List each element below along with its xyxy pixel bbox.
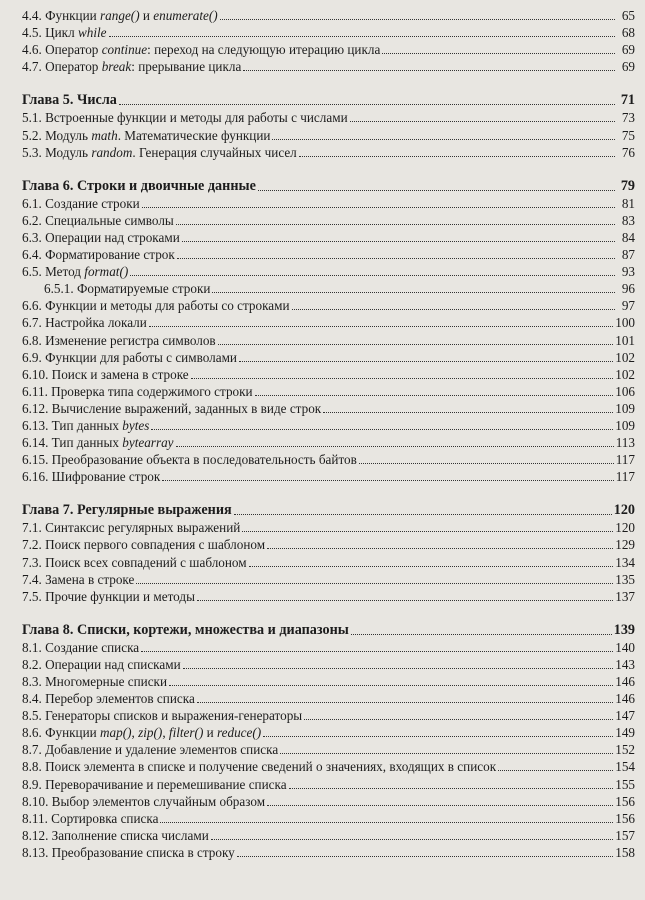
- title-text: 5.2. Модуль: [22, 127, 92, 143]
- title-text: 8.12. Заполнение списка числами: [22, 827, 209, 843]
- toc-entry: [22, 365, 635, 382]
- toc-page-number: 113: [615, 435, 635, 451]
- toc-entry: [22, 313, 635, 330]
- toc-entry-title: [22, 435, 176, 450]
- toc-entry: [22, 6, 635, 23]
- toc-page-number: 140: [615, 639, 635, 655]
- toc-page-number: 87: [621, 247, 635, 263]
- code-term: random: [91, 144, 133, 160]
- toc-entry-title: [22, 811, 160, 826]
- toc-entry-title: [22, 555, 249, 570]
- toc-entry-title: [22, 384, 255, 399]
- toc-entry-title: [22, 418, 151, 433]
- section-gap: [22, 74, 635, 86]
- dot-leader: [162, 480, 613, 481]
- dot-leader: [220, 19, 615, 20]
- dot-leader: [351, 634, 612, 635]
- title-text: . Генерация случайных чисел: [132, 144, 297, 160]
- toc-entry-title: [22, 179, 258, 194]
- dot-leader: [299, 156, 615, 157]
- toc-entry: [22, 143, 635, 160]
- toc-entry: [22, 40, 635, 57]
- toc-chapter-heading: [22, 496, 635, 518]
- toc-page-number: 73: [621, 110, 635, 126]
- toc-page-number: 129: [615, 537, 635, 553]
- toc-entry-title: [22, 845, 237, 860]
- code-term: zip(): [138, 725, 163, 741]
- toc-page-number: 93: [621, 264, 635, 280]
- title-text: 6.5. Метод: [22, 264, 85, 280]
- toc-page-number: 157: [615, 827, 635, 843]
- toc-entry-title: [22, 537, 267, 552]
- toc-page-number: 147: [615, 708, 635, 724]
- toc-entry: [22, 467, 635, 484]
- dot-leader: [136, 583, 613, 584]
- dot-leader: [141, 651, 613, 652]
- toc-entry: [22, 774, 635, 791]
- toc-entry-title: [22, 708, 304, 723]
- toc-entry-title: [22, 520, 242, 535]
- title-text: : прерывание цикла: [131, 59, 242, 75]
- code-term: map(): [100, 725, 132, 741]
- toc-entry: [22, 348, 635, 365]
- toc-entry: [22, 23, 635, 40]
- title-text: 6.11. Проверка типа содержимого строки: [22, 383, 253, 399]
- toc-entry: [22, 809, 635, 826]
- toc-entry: [22, 125, 635, 142]
- title-text: 4.5. Цикл: [22, 25, 78, 41]
- dot-leader: [160, 822, 613, 823]
- toc-page-number: 120: [615, 520, 635, 536]
- toc-entry: [22, 450, 635, 467]
- title-text: 8.2. Операции над списками: [22, 656, 181, 672]
- dot-leader: [289, 788, 614, 789]
- toc-entry: [22, 706, 635, 723]
- toc-entry-title: [22, 367, 191, 382]
- code-term: format(): [84, 264, 129, 280]
- title-text: 6.15. Преобразование объекта в последовательность байтов: [22, 452, 357, 468]
- toc-entry: [22, 228, 635, 245]
- toc-entry: [22, 57, 635, 74]
- code-term: bytes: [122, 417, 150, 433]
- toc-entry-title: [22, 503, 234, 518]
- dot-leader: [149, 326, 613, 327]
- toc-page-number: 97: [621, 298, 635, 314]
- dot-leader: [109, 36, 615, 37]
- toc-entry-title: [22, 589, 197, 604]
- dot-leader: [267, 548, 613, 549]
- title-text: 6.16. Шифрование строк: [22, 469, 161, 485]
- toc-entry-title: [22, 196, 142, 211]
- toc-page-number: 117: [615, 469, 635, 485]
- toc-page-number: 152: [615, 742, 635, 758]
- toc-page-number: 106: [615, 383, 635, 399]
- toc-page-number: 102: [615, 349, 635, 365]
- toc-entry-title: [22, 315, 149, 330]
- toc-entry: [22, 570, 635, 587]
- title-text: 8.5. Генераторы списков и выражения-генераторы: [22, 708, 303, 724]
- toc-page-number: 109: [615, 417, 635, 433]
- toc-page-number: 109: [615, 400, 635, 416]
- dot-leader: [212, 292, 615, 293]
- toc-entry: [22, 296, 635, 313]
- toc-entry: [22, 279, 635, 296]
- title-text: и: [139, 8, 154, 24]
- dot-leader: [350, 121, 615, 122]
- title-text: 7.1. Синтаксис регулярных выражений: [22, 520, 241, 536]
- toc-entry: [22, 518, 635, 535]
- dot-leader: [119, 104, 615, 105]
- toc-page-number: 101: [615, 332, 635, 348]
- toc-entry: [22, 194, 635, 211]
- dot-leader: [280, 753, 613, 754]
- toc-entry-title: [22, 128, 272, 143]
- toc-page-number: 69: [621, 42, 635, 58]
- title-text: : переход на следующую итерацию цикла: [147, 42, 381, 58]
- section-gap: [22, 604, 635, 616]
- toc-entry-title: [22, 691, 197, 706]
- toc-entry-title: [22, 401, 323, 416]
- toc-chapter-heading: [22, 616, 635, 638]
- dot-leader: [218, 344, 614, 345]
- toc-entry: [22, 108, 635, 125]
- toc-entry: [22, 740, 635, 757]
- title-text: 8.7. Добавление и удаление элементов списка: [22, 742, 279, 758]
- section-gap: [22, 160, 635, 172]
- toc-entry-title: [22, 674, 169, 689]
- toc-page-number: 156: [615, 810, 635, 826]
- toc-entry-title: [22, 264, 130, 279]
- title-text: 7.2. Поиск первого совпадения с шаблоном: [22, 537, 266, 553]
- title-text: 8.6. Функции: [22, 725, 101, 741]
- toc-page-number: 75: [621, 127, 635, 143]
- toc-page-number: 96: [621, 281, 635, 297]
- toc-entry: [22, 587, 635, 604]
- dot-leader: [304, 719, 613, 720]
- title-text: 8.13. Преобразование списка в строку: [22, 844, 235, 860]
- toc-entry-title: [22, 25, 109, 40]
- title-text: 6.2. Специальные символы: [22, 212, 174, 228]
- dot-leader: [242, 531, 613, 532]
- toc-entry: [22, 723, 635, 740]
- toc-entry: [22, 826, 635, 843]
- toc-page-number: 149: [615, 725, 635, 741]
- dot-leader: [176, 446, 614, 447]
- toc-page-number: 65: [621, 8, 635, 24]
- title-text: 7.5. Прочие функции и методы: [22, 588, 195, 604]
- title-text: 8.11. Сортировка списка: [22, 810, 159, 826]
- dot-leader: [292, 309, 615, 310]
- code-term: while: [77, 25, 107, 41]
- dot-leader: [182, 241, 615, 242]
- dot-leader: [211, 839, 613, 840]
- title-text: 8.8. Поиск элемента в списке и получение сведений о значениях, входящих в список: [22, 759, 497, 775]
- toc-entry-title: [22, 350, 239, 365]
- toc-page-number: 68: [621, 25, 635, 41]
- title-text: 8.4. Перебор элементов списка: [22, 691, 195, 707]
- dot-leader: [176, 224, 615, 225]
- dot-leader: [255, 395, 614, 396]
- dot-leader: [237, 856, 613, 857]
- toc-entry: [22, 655, 635, 672]
- toc-page-number: 156: [615, 793, 635, 809]
- title-text: 6.9. Функции для работы с символами: [22, 349, 237, 365]
- toc-page-number: 146: [615, 691, 635, 707]
- title-text: 6.5.1. Форматируемые строки: [44, 281, 211, 297]
- toc-page-number: 139: [613, 621, 635, 638]
- toc-entry: [22, 792, 635, 809]
- dot-leader: [151, 429, 613, 430]
- toc-entry-title: [22, 333, 218, 348]
- dot-leader: [498, 770, 613, 771]
- title-text: ,: [131, 725, 139, 741]
- code-term: break: [101, 59, 132, 75]
- toc-entry-title: [22, 247, 177, 262]
- dot-leader: [243, 70, 615, 71]
- toc-page-number: 83: [621, 212, 635, 228]
- toc-page-number: 135: [615, 571, 635, 587]
- dot-leader: [234, 514, 612, 515]
- title-text: и: [203, 725, 217, 741]
- title-text: . Математические функции: [117, 127, 271, 143]
- code-term: math: [91, 127, 118, 143]
- title-text: 5.1. Встроенные функции и методы для работы с числами: [22, 110, 348, 126]
- toc-entry-title: [22, 469, 162, 484]
- title-text: 6.7. Настройка локали: [22, 315, 147, 331]
- title-text: Глава 8. Списки, кортежи, множества и диапазоны: [22, 621, 349, 638]
- title-text: Глава 7. Регулярные выражения: [22, 502, 232, 519]
- toc-page-number: 81: [621, 195, 635, 211]
- title-text: 6.10. Поиск и замена в строке: [22, 366, 189, 382]
- toc-entry-title: [22, 93, 119, 108]
- title-text: 6.8. Изменение регистра символов: [22, 332, 216, 348]
- toc-entry: [22, 262, 635, 279]
- dot-leader: [197, 702, 613, 703]
- toc-entry-title: [22, 640, 141, 655]
- toc-entry-title: [22, 42, 382, 57]
- toc-page-number: 143: [615, 656, 635, 672]
- toc-entry: [22, 757, 635, 774]
- toc-page-number: 102: [615, 366, 635, 382]
- toc-entry: [22, 416, 635, 433]
- title-text: 8.9. Переворачивание и перемешивание списка: [22, 776, 287, 792]
- code-term: continue: [101, 42, 148, 58]
- dot-leader: [142, 207, 615, 208]
- toc-entry: [22, 689, 635, 706]
- toc-entry-title: [22, 213, 176, 228]
- code-term: range(): [100, 8, 140, 24]
- dot-leader: [183, 668, 614, 669]
- toc-entry-title: [22, 8, 220, 23]
- toc-page-number: 84: [621, 229, 635, 245]
- code-term: filter(): [168, 725, 204, 741]
- toc-entry: [22, 843, 635, 860]
- toc-entry-title: [22, 230, 182, 245]
- title-text: 6.12. Вычисление выражений, заданных в виде строк: [22, 400, 322, 416]
- toc-page-number: 100: [615, 315, 635, 331]
- dot-leader: [323, 412, 613, 413]
- table-of-contents: [22, 6, 635, 860]
- toc-entry-title: [22, 572, 136, 587]
- toc-chapter-heading: [22, 172, 635, 194]
- toc-entry-title: [22, 725, 263, 740]
- title-text: 6.13. Тип данных: [22, 417, 123, 433]
- title-text: 8.1. Создание списка: [22, 639, 140, 655]
- dot-leader: [239, 361, 613, 362]
- dot-leader: [267, 805, 613, 806]
- title-text: 7.3. Поиск всех совпадений с шаблоном: [22, 554, 247, 570]
- toc-page-number: 69: [621, 59, 635, 75]
- toc-entry-title: [22, 452, 359, 467]
- toc-page-number: 137: [615, 588, 635, 604]
- dot-leader: [359, 463, 614, 464]
- toc-entry-title: [22, 623, 351, 638]
- toc-chapter-heading: [22, 86, 635, 108]
- title-text: 6.3. Операции над строками: [22, 229, 180, 245]
- dot-leader: [263, 736, 613, 737]
- toc-page-number: 79: [620, 177, 635, 194]
- toc-entry: [22, 638, 635, 655]
- toc-entry-title: [22, 828, 211, 843]
- toc-page-number: 71: [620, 92, 635, 109]
- title-text: 5.3. Модуль: [22, 144, 92, 160]
- toc-page-number: 158: [615, 844, 635, 860]
- title-text: ,: [162, 725, 169, 741]
- title-text: 8.3. Многомерные списки: [22, 674, 168, 689]
- title-text: 6.6. Функции и методы для работы со строками: [22, 298, 290, 314]
- toc-entry-title: [22, 742, 280, 757]
- toc-entry-title: [22, 657, 183, 672]
- toc-entry-title: [22, 145, 299, 160]
- dot-leader: [177, 258, 615, 259]
- dot-leader: [169, 685, 613, 686]
- toc-entry: [22, 535, 635, 552]
- dot-leader: [130, 275, 615, 276]
- toc-page-number: 134: [615, 554, 635, 570]
- title-text: 4.6. Оператор: [22, 42, 102, 58]
- toc-entry-title: [22, 59, 243, 74]
- title-text: 4.7. Оператор: [22, 59, 102, 75]
- toc-entry-title: [22, 110, 350, 125]
- toc-entry-title: [22, 759, 498, 774]
- toc-page-number: 154: [615, 759, 635, 775]
- toc-entry: [22, 399, 635, 416]
- toc-page-number: 155: [615, 776, 635, 792]
- dot-leader: [249, 566, 614, 567]
- dot-leader: [191, 378, 614, 379]
- dot-leader: [272, 139, 615, 140]
- toc-entry: [22, 552, 635, 569]
- title-text: Глава 5. Числа: [22, 92, 117, 109]
- code-term: enumerate(): [153, 8, 218, 24]
- title-text: 8.10. Выбор элементов случайным образом: [22, 793, 266, 809]
- toc-page-number: 120: [613, 502, 635, 519]
- title-text: Глава 6. Строки и двоичные данные: [22, 177, 256, 194]
- dot-leader: [382, 53, 615, 54]
- dot-leader: [197, 600, 613, 601]
- title-text: 4.4. Функции: [22, 8, 101, 24]
- toc-page-number: 146: [615, 674, 635, 689]
- section-gap: [22, 484, 635, 496]
- toc-entry: [22, 672, 635, 689]
- toc-entry: [22, 330, 635, 347]
- dot-leader: [258, 190, 615, 191]
- title-text: 6.1. Создание строки: [22, 195, 140, 211]
- title-text: 6.4. Форматирование строк: [22, 247, 175, 263]
- toc-entry-title: [22, 794, 267, 809]
- toc-entry: [22, 211, 635, 228]
- toc-page-number: 117: [615, 452, 635, 468]
- code-term: bytearray: [122, 435, 174, 451]
- toc-entry-title: [22, 777, 289, 792]
- toc-entry: [22, 245, 635, 262]
- toc-entry-title: [22, 298, 292, 313]
- code-term: reduce(): [217, 725, 262, 741]
- title-text: 6.14. Тип данных: [22, 435, 123, 451]
- toc-entry-title: [22, 281, 212, 296]
- toc-entry: [22, 382, 635, 399]
- toc-entry: [22, 433, 635, 450]
- title-text: 7.4. Замена в строке: [22, 571, 135, 587]
- toc-page-number: 76: [621, 144, 635, 160]
